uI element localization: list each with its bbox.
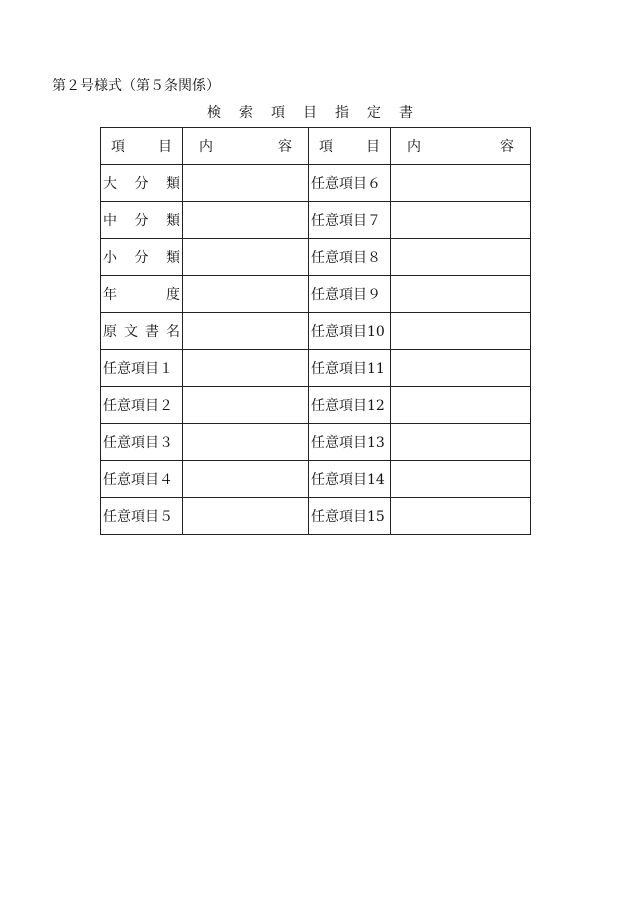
header-content-left (183, 128, 309, 165)
item-label-text: 任意項目３ (103, 435, 173, 451)
header-item-char: 目 (158, 139, 172, 155)
item-label-left (101, 276, 183, 313)
table-row (101, 461, 531, 498)
item-label-text: 任意項目10 (311, 324, 385, 340)
item-label-left (101, 498, 183, 535)
table-row (101, 239, 531, 276)
content-cell-right[interactable] (391, 165, 531, 202)
header-item-right (309, 128, 391, 165)
content-cell-right[interactable] (391, 387, 531, 424)
table-header-row (101, 128, 531, 165)
item-label-char: 小 (103, 250, 117, 266)
table-row (101, 350, 531, 387)
item-label-text: 任意項目２ (103, 398, 173, 414)
item-label-left (101, 313, 183, 350)
header-content-char: 内 (407, 139, 421, 155)
item-label-left (101, 239, 183, 276)
header-item-char: 項 (319, 139, 333, 155)
item-label-left (101, 387, 183, 424)
item-label-text: 任意項目５ (103, 509, 173, 525)
item-label-left (101, 461, 183, 498)
item-label-char: 分 (134, 213, 149, 229)
item-label-chars (103, 284, 180, 304)
item-label-text: 任意項目14 (311, 472, 385, 488)
content-cell-right[interactable] (391, 424, 531, 461)
content-cell-right[interactable] (391, 461, 531, 498)
item-label-text: 任意項目７ (311, 213, 381, 229)
item-label-chars (103, 321, 180, 341)
table-row (101, 498, 531, 535)
item-label-char: 類 (166, 213, 180, 229)
item-label-text: 任意項目12 (311, 398, 385, 414)
item-label-right (309, 202, 391, 239)
content-cell-left[interactable] (183, 276, 309, 313)
item-label-right (309, 313, 391, 350)
item-label-right (309, 165, 391, 202)
content-cell-left[interactable] (183, 239, 309, 276)
header-content-char: 容 (500, 139, 514, 155)
item-label-text: 任意項目６ (311, 176, 381, 192)
table-row (101, 313, 531, 350)
table-row (101, 387, 531, 424)
content-cell-left[interactable] (183, 313, 309, 350)
content-cell-left[interactable] (183, 498, 309, 535)
content-cell-right[interactable] (391, 239, 531, 276)
item-label-char: 分 (134, 250, 149, 266)
content-cell-left[interactable] (183, 202, 309, 239)
content-cell-left[interactable] (183, 461, 309, 498)
content-cell-right[interactable] (391, 498, 531, 535)
content-cell-left[interactable] (183, 165, 309, 202)
item-label-char: 年 (103, 287, 117, 303)
header-content-right (391, 128, 531, 165)
search-item-table (100, 127, 531, 535)
item-label-char: 文 (124, 324, 138, 340)
item-label-char: 大 (103, 176, 117, 192)
item-label-char: 書 (145, 324, 159, 340)
item-label-left (101, 424, 183, 461)
item-label-right (309, 239, 391, 276)
item-label-text: 任意項目１ (103, 361, 173, 377)
content-cell-left[interactable] (183, 387, 309, 424)
item-label-left (101, 350, 183, 387)
table-row (101, 276, 531, 313)
header-item-char: 項 (111, 139, 125, 155)
content-cell-right[interactable] (391, 313, 531, 350)
header-item-char: 目 (366, 139, 380, 155)
content-cell-right[interactable] (391, 202, 531, 239)
item-label-char: 度 (166, 287, 180, 303)
header-content-char: 容 (278, 139, 292, 155)
item-label-char: 類 (166, 250, 180, 266)
item-label-chars (103, 210, 180, 230)
item-label-right (309, 350, 391, 387)
header-item-left (101, 128, 183, 165)
item-label-text: 任意項目13 (311, 435, 385, 451)
item-label-text: 任意項目11 (311, 361, 385, 377)
item-label-right (309, 461, 391, 498)
item-label-char: 類 (166, 176, 180, 192)
content-cell-right[interactable] (391, 276, 531, 313)
item-label-text: 任意項目９ (311, 287, 381, 303)
item-label-right (309, 424, 391, 461)
item-label-char: 中 (103, 213, 117, 229)
table-row (101, 165, 531, 202)
content-cell-left[interactable] (183, 350, 309, 387)
table-row (101, 202, 531, 239)
item-label-chars (103, 247, 180, 267)
item-label-left (101, 165, 183, 202)
header-content-char: 内 (199, 139, 213, 155)
item-label-char: 名 (166, 324, 180, 340)
item-label-chars (103, 173, 180, 193)
item-label-text: 任意項目８ (311, 250, 381, 266)
form-number: 第２号様式（第５条関係） (52, 78, 220, 94)
document-title: 検索項目指定書 (207, 105, 431, 121)
item-label-right (309, 387, 391, 424)
item-label-text: 任意項目４ (103, 472, 173, 488)
content-cell-right[interactable] (391, 350, 531, 387)
item-label-char: 分 (134, 176, 149, 192)
item-label-right (309, 498, 391, 535)
item-label-text: 任意項目15 (311, 509, 385, 525)
item-label-right (309, 276, 391, 313)
table-row (101, 424, 531, 461)
item-label-char: 原 (103, 324, 117, 340)
item-label-left (101, 202, 183, 239)
content-cell-left[interactable] (183, 424, 309, 461)
